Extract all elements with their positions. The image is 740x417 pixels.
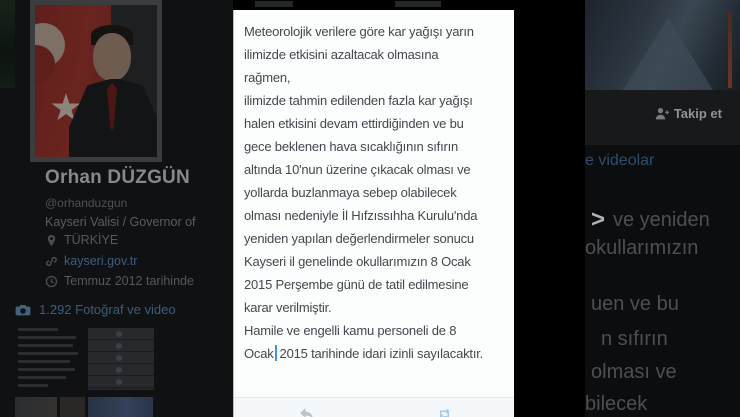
follow-person-icon: [655, 107, 669, 120]
panel-row: [88, 340, 154, 352]
profile-joined: Temmuz 2012 tarihinde: [64, 274, 194, 288]
profile-bio: Kayseri Valisi / Governor of: [45, 215, 196, 229]
location-pin-icon: [45, 234, 58, 247]
tweet-text-line: yollarda buzlanmaya sebep olabilecek: [244, 185, 457, 200]
tweet-text-line: ilimizde etkisini azaltacak olmasına: [244, 47, 439, 62]
panel-row: [88, 352, 154, 364]
tweet-text-line: rağmen,: [244, 70, 291, 85]
media-count-label: 1.292 Fotoğraf ve video: [39, 302, 176, 317]
cursor-line-before: Ocak: [244, 346, 274, 361]
background-text-line: uen ve bu: [591, 293, 679, 315]
background-text-line: ve yeniden: [613, 209, 710, 231]
avatar-photo: [35, 5, 157, 157]
profile-website-link[interactable]: kayseri.gov.tr: [64, 254, 138, 268]
tweet-text-cursor-line: [234, 342, 514, 365]
follow-button[interactable]: [655, 106, 722, 121]
follow-button-label: Takip et: [673, 106, 722, 121]
clock-icon: [45, 275, 58, 288]
profile-avatar[interactable]: [30, 0, 162, 162]
tweet-text-line: karar verilmiştir.: [244, 300, 332, 315]
flag-crescent: [35, 23, 65, 67]
photos-videos-link[interactable]: e videolar: [585, 152, 655, 169]
profile-actions-card: [585, 90, 740, 145]
background-text-line: olması ve: [591, 361, 677, 383]
profile-name: Orhan DÜZGÜN: [45, 167, 190, 188]
background-text-line: okullarımızın: [585, 237, 699, 259]
profile-background-right: [585, 0, 740, 417]
panel-row: [88, 376, 154, 388]
top-strip-fragment: [255, 1, 293, 7]
tweet-text-line: ilimizde tahmin edilenden fazla kar yağışı: [244, 93, 473, 108]
media-count-row[interactable]: [15, 302, 176, 317]
tweet-text-line: Hamile ve engelli kamu personeli de 8: [244, 323, 457, 338]
media-thumbnail[interactable]: [60, 397, 85, 417]
media-thumbnail[interactable]: [15, 397, 57, 417]
camera-icon: [15, 303, 31, 317]
header-edge-thumbnail: [0, 0, 15, 88]
profile-website-row: [45, 254, 137, 268]
cursor-line-after: 2015 tarihinde idari izinli sayılacaktır.: [279, 346, 484, 361]
tweet-text-line: yeniden yapılan değerlendirmeler sonucu: [244, 231, 474, 246]
background-text-line: bilecek: [585, 393, 648, 415]
profile-joined-row: [45, 274, 194, 288]
reply-icon[interactable]: [299, 407, 314, 417]
tweet-text-line: olması nedeniyle İl Hıfzıssıhha Kurulu'nda: [244, 208, 478, 223]
tweet-text-line: altında 10'nun üzerine çıkacak olması ve: [244, 162, 471, 177]
profile-background-left: [0, 0, 233, 417]
tweet-text-line: Kayseri il genelinde okullarımızın 8 Ocak: [244, 254, 471, 269]
tweet-text: [234, 10, 514, 342]
mountain-shape: [623, 18, 713, 90]
tweet-text-line: halen etkisini devam ettirdiğinden ve bu: [244, 116, 464, 131]
tweet-action-bar: [234, 397, 514, 417]
background-text-line: n sıfırın: [601, 328, 668, 350]
retweet-icon[interactable]: [437, 407, 452, 417]
header-banner-image: [585, 0, 740, 90]
chevron-right-icon[interactable]: >: [591, 206, 606, 233]
media-thumbnail[interactable]: [88, 397, 153, 417]
profile-location-row: [45, 233, 118, 247]
text-cursor: [275, 345, 277, 361]
tweet-image-lightbox[interactable]: [233, 10, 514, 417]
panel-row: [88, 364, 154, 376]
profile-handle: @orhanduzgun: [45, 196, 128, 210]
top-strip-fragment: [395, 1, 441, 7]
portrait-face: [93, 33, 131, 81]
profile-location: TÜRKİYE: [64, 233, 119, 247]
photo-list-panel: [88, 328, 154, 390]
background-tweet-textblock: [18, 328, 78, 392]
tweet-text-line: Meteorolojik verilere göre kar yağışı yarın: [244, 24, 474, 39]
tweet-text-line: 2015 Perşembe günü de tatil edilmesine: [244, 277, 469, 292]
tweet-text-line: gece beklenen hava sıcaklığının sıfırın: [244, 139, 459, 154]
link-icon: [45, 255, 58, 268]
flagpole-shape: [728, 12, 732, 88]
panel-row: [88, 328, 154, 340]
